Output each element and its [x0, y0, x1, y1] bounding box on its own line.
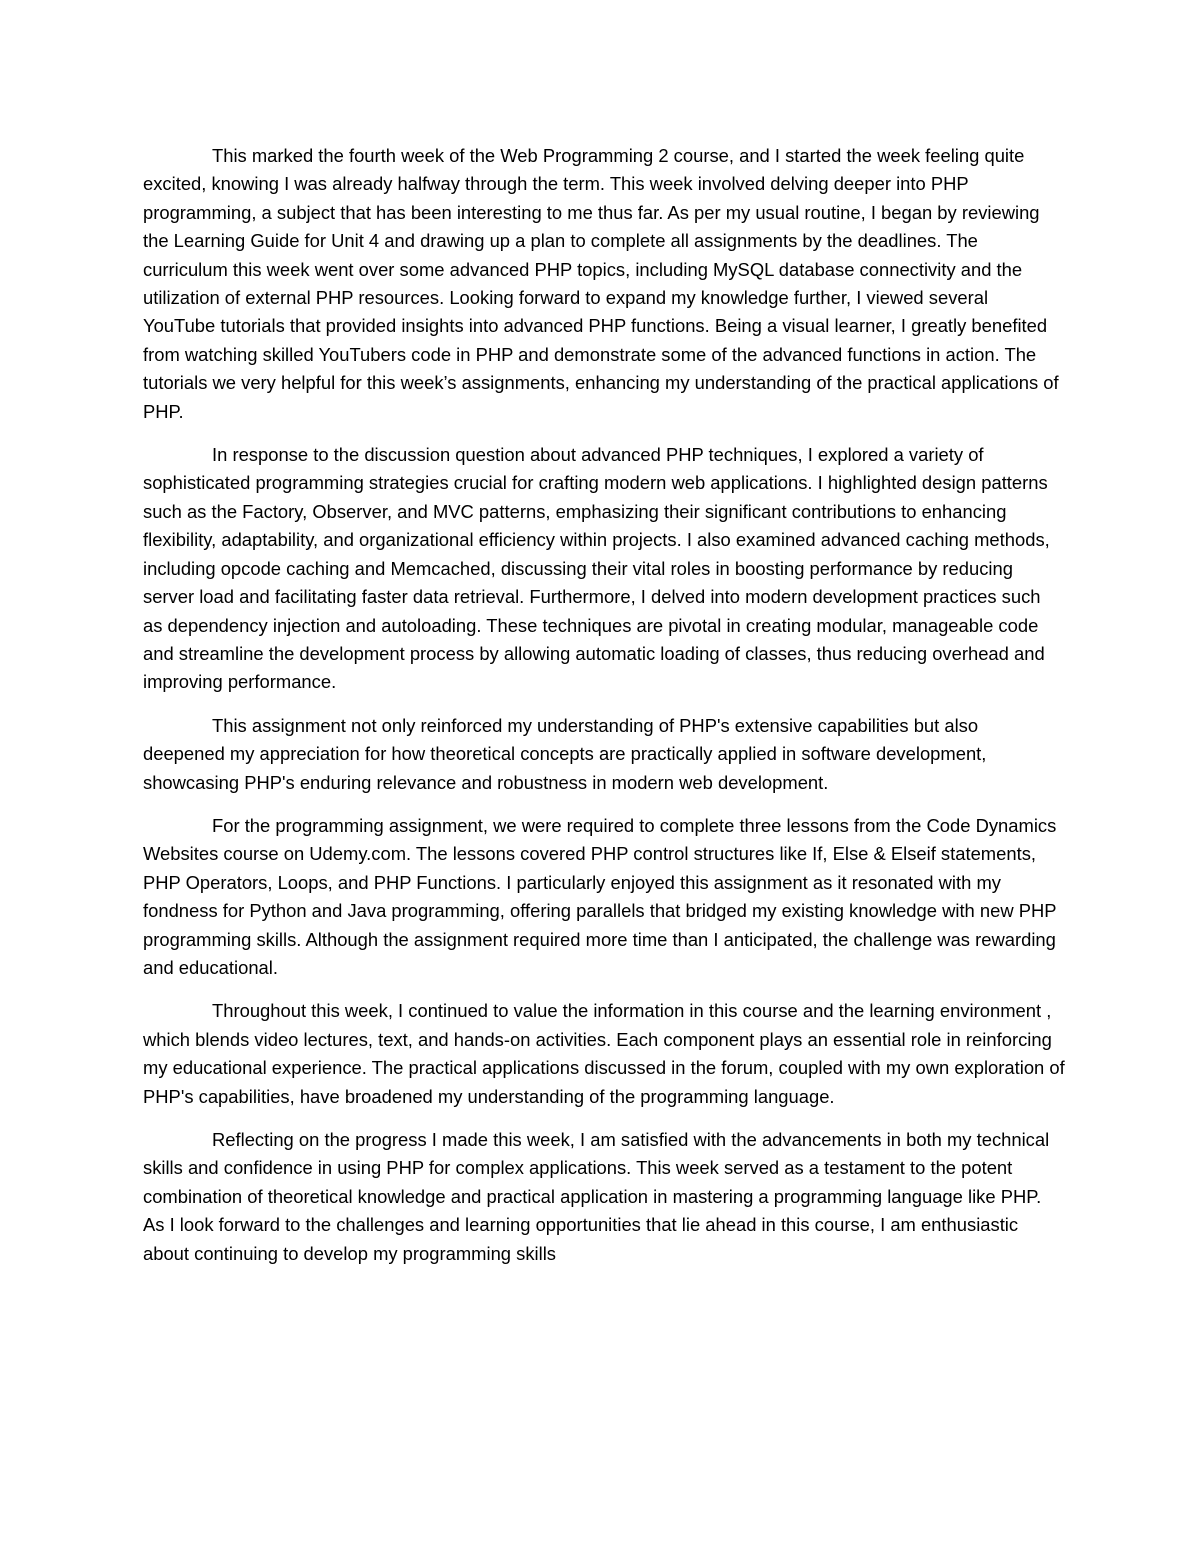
paragraph-programming-assignment: For the programming assignment, we were required to complete three lessons from the Code Dynamics Websites course on Udemy.com. The lessons covered PHP control structures like If, Else & Elseif statements, PHP Operators, Loops, and PHP Functions. I particularly enjoyed this assignment as it resonated with my fondness for Python and Java programming, offering parallels that bridged my existing knowledge with new PHP programming skills. Although the assignment required more time than I anticipated, the challenge was rewarding and educational. — [143, 814, 1057, 978]
paragraph-discussion-question: In response to the discussion question about advanced PHP techniques, I explored a variety of sophisticated programming strategies crucial for crafting modern web applications. I highlighted design patterns such as the Factory, Observer, and MVC patterns, emphasizing their significant contributions to enhancing flexibility, adaptability, and organizational efficiency within projects. I also examined advanced caching methods, including opcode caching and Memcached, discussing their vital roles in boosting performance by reducing server load and facilitating faster data retrieval. Furthermore, I delved into modern development practices such as dependency injection and autoloading. These techniques are pivotal in creating modular, manageable code and streamline the development process by allowing automatic loading of classes, thus reducing overhead and improving performance. — [143, 444, 1050, 693]
document-body — [143, 142, 1065, 1283]
paragraph-assignment-reflection: This assignment not only reinforced my understanding of PHP's extensive capabilities but also deepened my appreciation for how theoretical concepts are practically applied in software development, showcasing PHP's enduring relevance and robustness in modern web development. — [143, 714, 987, 793]
paragraph-progress-reflection: Reflecting on the progress I made this week, I am satisfied with the advancements in both my technical skills and confidence in using PHP for complex applications. This week served as a testament to the potent combination of theoretical knowledge and practical application in mastering a programming language like PHP. As I look forward to the challenges and learning opportunities that lie ahead in this course, I am enthusiastic about continuing to develop my programming skills — [143, 1129, 1050, 1264]
paragraph-learning-environment: Throughout this week, I continued to value the information in this course and the learning environment , which blends video lectures, text, and hands-on activities. Each component plays an essential role in reinforcing my educational experience. The practical applications discussed in the forum, coupled with my own exploration of PHP's capabilities, have broadened my understanding of the programming language. — [143, 1000, 1065, 1107]
paragraph-week-overview: This marked the fourth week of the Web Programming 2 course, and I started the week feeling quite excited, knowing I was already halfway through the term. This week involved delving deeper into PHP programming, a subject that has been interesting to me thus far. As per my usual routine, I began by reviewing the Learning Guide for Unit 4 and drawing up a plan to complete all assignments by the deadlines. The curriculum this week went over some advanced PHP topics, including MySQL database connectivity and the utilization of external PHP resources. Looking forward to expand my knowledge further, I viewed several YouTube tutorials that provided insights into advanced PHP functions. Being a visual learner, I greatly benefited from watching skilled YouTubers code in PHP and demonstrate some of the advanced functions in action. The tutorials we very helpful for this week’s assignments, enhancing my understanding of the practical applications of PHP. — [143, 145, 1059, 422]
